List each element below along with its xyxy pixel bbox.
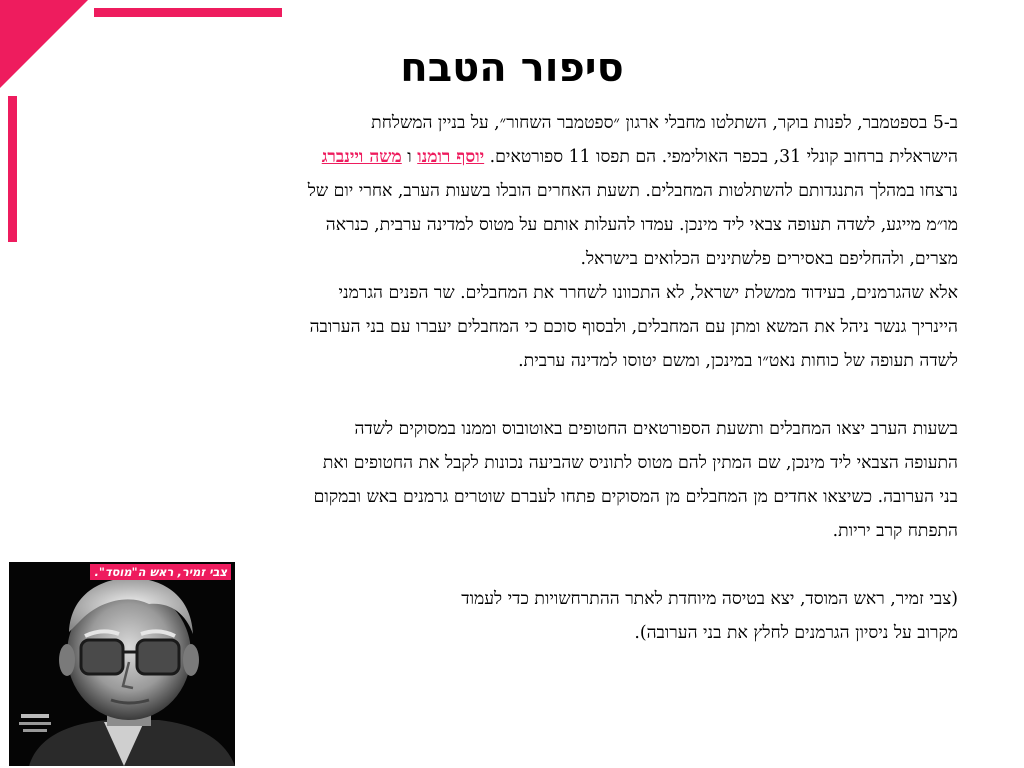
text-line: היינריך גנשר ניהל את המשא ומתן עם המחבלים, ולבסוף סוכם כי המחבלים יעברו עם בני הערובה [309,317,958,337]
text-line: בשעות הערב יצאו המחבלים ותשעת הספורטאים החטופים באוטובוס וממנו במסוקים לשדה [354,419,958,439]
text-segment: ו [401,147,418,167]
text-line: לשדה תעופה של כוחות נאט״ו במינכן, ומשם יטוסו למדינה ערבית. [518,351,958,371]
text-segment: הישראלית ברחוב קונלי 31, בכפר האולימפי. הם תפסו 11 ספורטאים. [484,147,958,167]
paragraph-spacer [70,378,958,412]
text-line: נרצחו במהלך התנגדותם להשתלטות המחבלים. תשעת האחרים הובלו בשעות הערב, אחרי יום של [307,181,958,201]
text-line: בני הערובה. כשיצאו אחדים מן המחבלים מן המסוקים פתחו לעברם שוטרים גרמנים באש ובמקום [313,487,958,507]
photo-caption: צבי זמיר, ראש ה"מוסד". [90,564,231,580]
text-line: אלא שהגרמנים, בעידוד ממשלת ישראל, לא התכוונו לשחרר את המחבלים. שר הפנים הגרמני [338,283,958,303]
text-line: מו״מ מייגע, לשדה תעופה צבאי ליד מינכן. עמדו להעלות אותם על מטוס למדינה ערבית, כנראה [325,215,958,235]
text-line: מצרים, ולהחליפם באסירים פלשתינים הכלואים בישראל. [580,249,958,269]
side-accent-bar [8,96,17,242]
text-line: (צבי זמיר, ראש המוסד, יצא בטיסה מיוחדת לאתר ההתרחשויות כדי לעמוד [461,589,958,609]
text-line: התפתח קרב יריות. [832,521,958,541]
link-yosef-romano[interactable]: יוסף רומנו [417,147,485,167]
text-line: ב-5 בספטמבר, לפנות בוקר, השתלטו מחבלי ארגון ״ספטמבר השחור״, על בניין המשלחת [371,113,958,133]
page-title: סיפור הטבח [400,45,624,91]
link-moshe-weinberg[interactable]: משה ויינברג [321,147,402,167]
portrait-illustration [9,562,235,766]
top-accent-bar [94,8,282,17]
portrait-photo [9,562,235,766]
text-line: מקרוב על ניסיון הגרמנים לחלץ את בני הערובה). [634,623,958,643]
text-line: התעופה הצבאי ליד מינכן, שם המתין להם מטוס לתוניס שהביעה נכונות לקבל את החטופים ואת [322,453,958,473]
text-line [70,140,958,174]
